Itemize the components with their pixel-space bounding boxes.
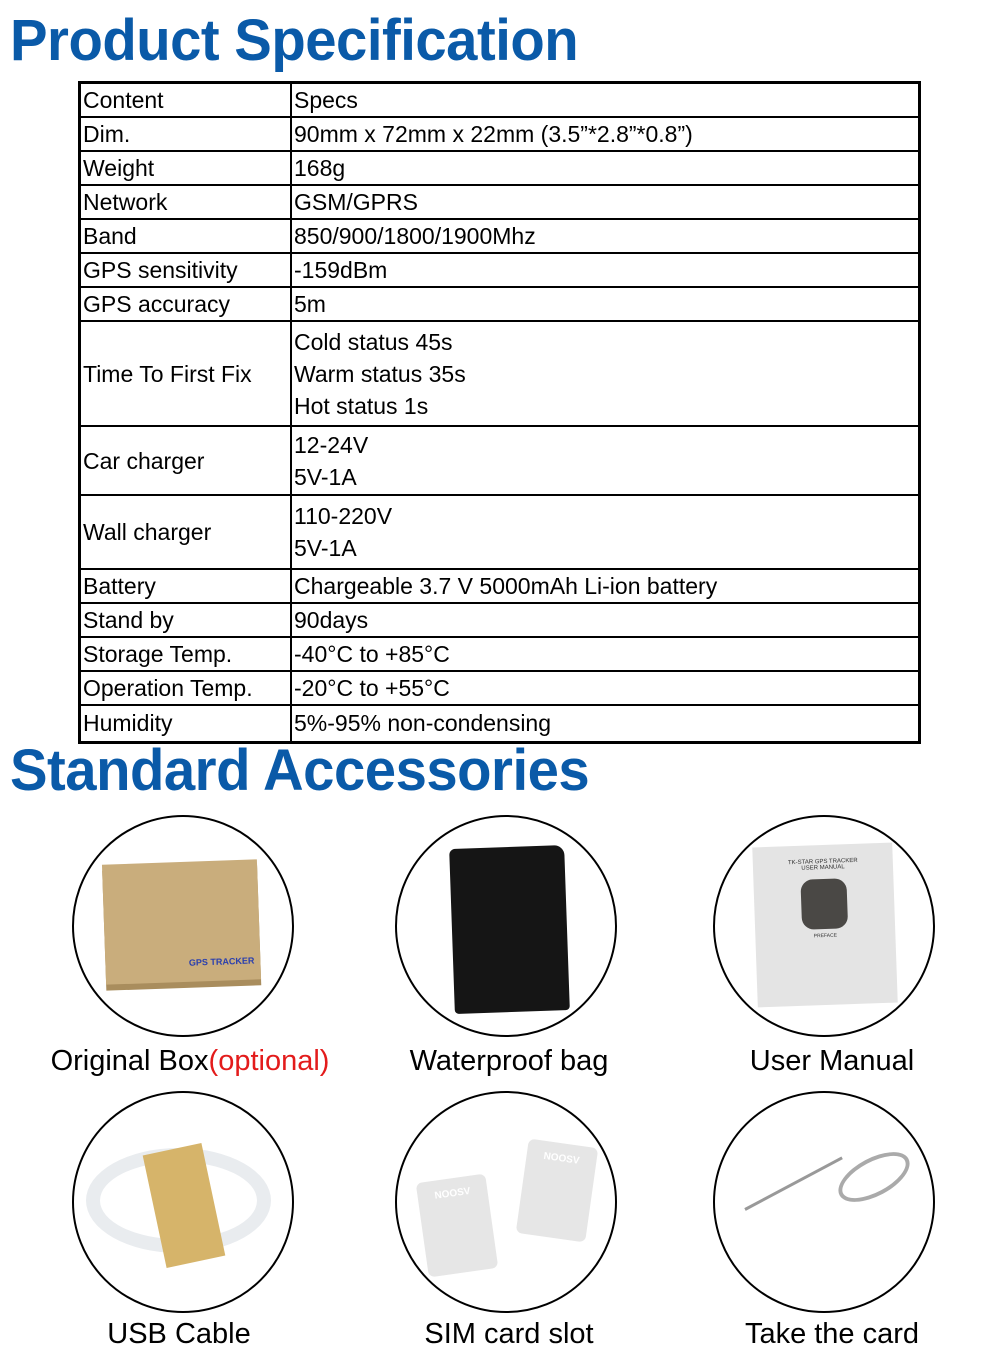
box-label: Original Box <box>50 1045 209 1077</box>
spec-value <box>291 117 920 151</box>
spec-value-line: Specs <box>294 87 358 113</box>
spec-row <box>80 253 920 287</box>
accessory-label-usb: USB Cable <box>107 1318 251 1350</box>
spec-key: Band <box>80 219 292 253</box>
spec-value <box>291 219 920 253</box>
spec-value-line: 5V-1A <box>294 463 357 490</box>
spec-value <box>291 637 920 671</box>
spec-value <box>291 287 920 321</box>
accessories-title: Standard Accessories <box>10 738 590 803</box>
spec-row <box>80 637 920 671</box>
spec-value-line: 110-220V <box>294 503 393 529</box>
spec-value <box>291 495 920 569</box>
spec-row <box>80 705 920 742</box>
spec-value-line: 5m <box>294 291 326 317</box>
accessory-label-manual: User Manual <box>749 1045 915 1077</box>
spec-value <box>291 151 920 185</box>
spec-value <box>291 671 920 705</box>
spec-value <box>291 321 920 426</box>
sim-logo-text: NOOSV <box>542 1150 581 1167</box>
spec-value <box>291 185 920 219</box>
sim-pin-image <box>713 1091 935 1313</box>
spec-value-line: 5V-1A <box>294 535 357 561</box>
spec-key: Dim. <box>80 117 292 151</box>
spec-value <box>291 253 920 287</box>
spec-value <box>291 426 920 495</box>
spec-row <box>80 321 920 426</box>
spec-table <box>78 81 921 744</box>
box-logo-text: GPS TRACKER <box>188 955 255 968</box>
spec-value-line: 5%-95% non-condensing <box>294 710 552 737</box>
box-image <box>72 815 294 1037</box>
spec-row <box>80 603 920 637</box>
spec-value-line: -40°C to +85°C <box>294 641 450 667</box>
spec-value-line: 850/900/1800/1900Mhz <box>294 223 536 249</box>
manual-image <box>713 815 935 1037</box>
spec-value <box>291 705 920 742</box>
spec-value <box>291 83 920 118</box>
spec-key: Storage Temp. <box>80 637 292 671</box>
spec-value-line: Chargeable 3.7 V 5000mAh Li-ion battery <box>294 573 718 599</box>
spec-value-line: GSM/GPRS <box>294 189 418 215</box>
spec-key: Weight <box>80 151 292 185</box>
spec-row <box>80 495 920 569</box>
spec-value-line: Warm status 35s <box>294 360 466 387</box>
spec-row <box>80 671 920 705</box>
spec-key: GPS sensitivity <box>80 253 292 287</box>
spec-value-line: 90mm x 72mm x 22mm (3.5”*2.8”*0.8”) <box>294 121 693 147</box>
accessory-label-box <box>25 1045 355 1078</box>
spec-key: GPS accuracy <box>80 287 292 321</box>
spec-row <box>80 151 920 185</box>
spec-value <box>291 569 920 603</box>
optional-note: (optional) <box>208 1045 330 1077</box>
spec-value-line: 168g <box>294 155 346 181</box>
accessory-label-bag: Waterproof bag <box>409 1045 609 1077</box>
usb-cable-image <box>72 1091 294 1313</box>
spec-row <box>80 83 920 118</box>
spec-row <box>80 569 920 603</box>
spec-row <box>80 185 920 219</box>
spec-key: Stand by <box>80 603 292 637</box>
accessory-label-pin: Take the card <box>744 1318 920 1350</box>
spec-key: Battery <box>80 569 292 603</box>
spec-key: Operation Temp. <box>80 671 292 705</box>
spec-value <box>291 603 920 637</box>
manual-cover-title: TK-STAR GPS TRACKER USER MANUAL <box>787 857 858 872</box>
spec-title: Product Specification <box>10 8 579 73</box>
spec-row <box>80 287 920 321</box>
spec-value-line: Cold status 45s <box>294 328 453 355</box>
spec-row <box>80 219 920 253</box>
spec-key: Content <box>80 83 292 118</box>
spec-key: Time To First Fix <box>80 321 292 426</box>
spec-key: Wall charger <box>80 495 292 569</box>
spec-value-line: -159dBm <box>294 257 388 283</box>
spec-key: Humidity <box>80 705 292 742</box>
spec-row <box>80 117 920 151</box>
spec-value-line: 90days <box>294 607 369 633</box>
spec-key: Network <box>80 185 292 219</box>
manual-preface: PREFACE <box>813 932 838 940</box>
sim-logo-text: NOOSV <box>433 1185 472 1202</box>
spec-value-line: -20°C to +55°C <box>294 675 450 701</box>
spec-key: Car charger <box>80 426 292 495</box>
spec-value-line: 12-24V <box>294 431 369 458</box>
sim-slot-image <box>395 1091 617 1313</box>
accessory-label-sim: SIM card slot <box>424 1318 594 1350</box>
spec-row <box>80 426 920 495</box>
spec-value-line: Hot status 1s <box>294 392 429 419</box>
bag-image <box>395 815 617 1037</box>
